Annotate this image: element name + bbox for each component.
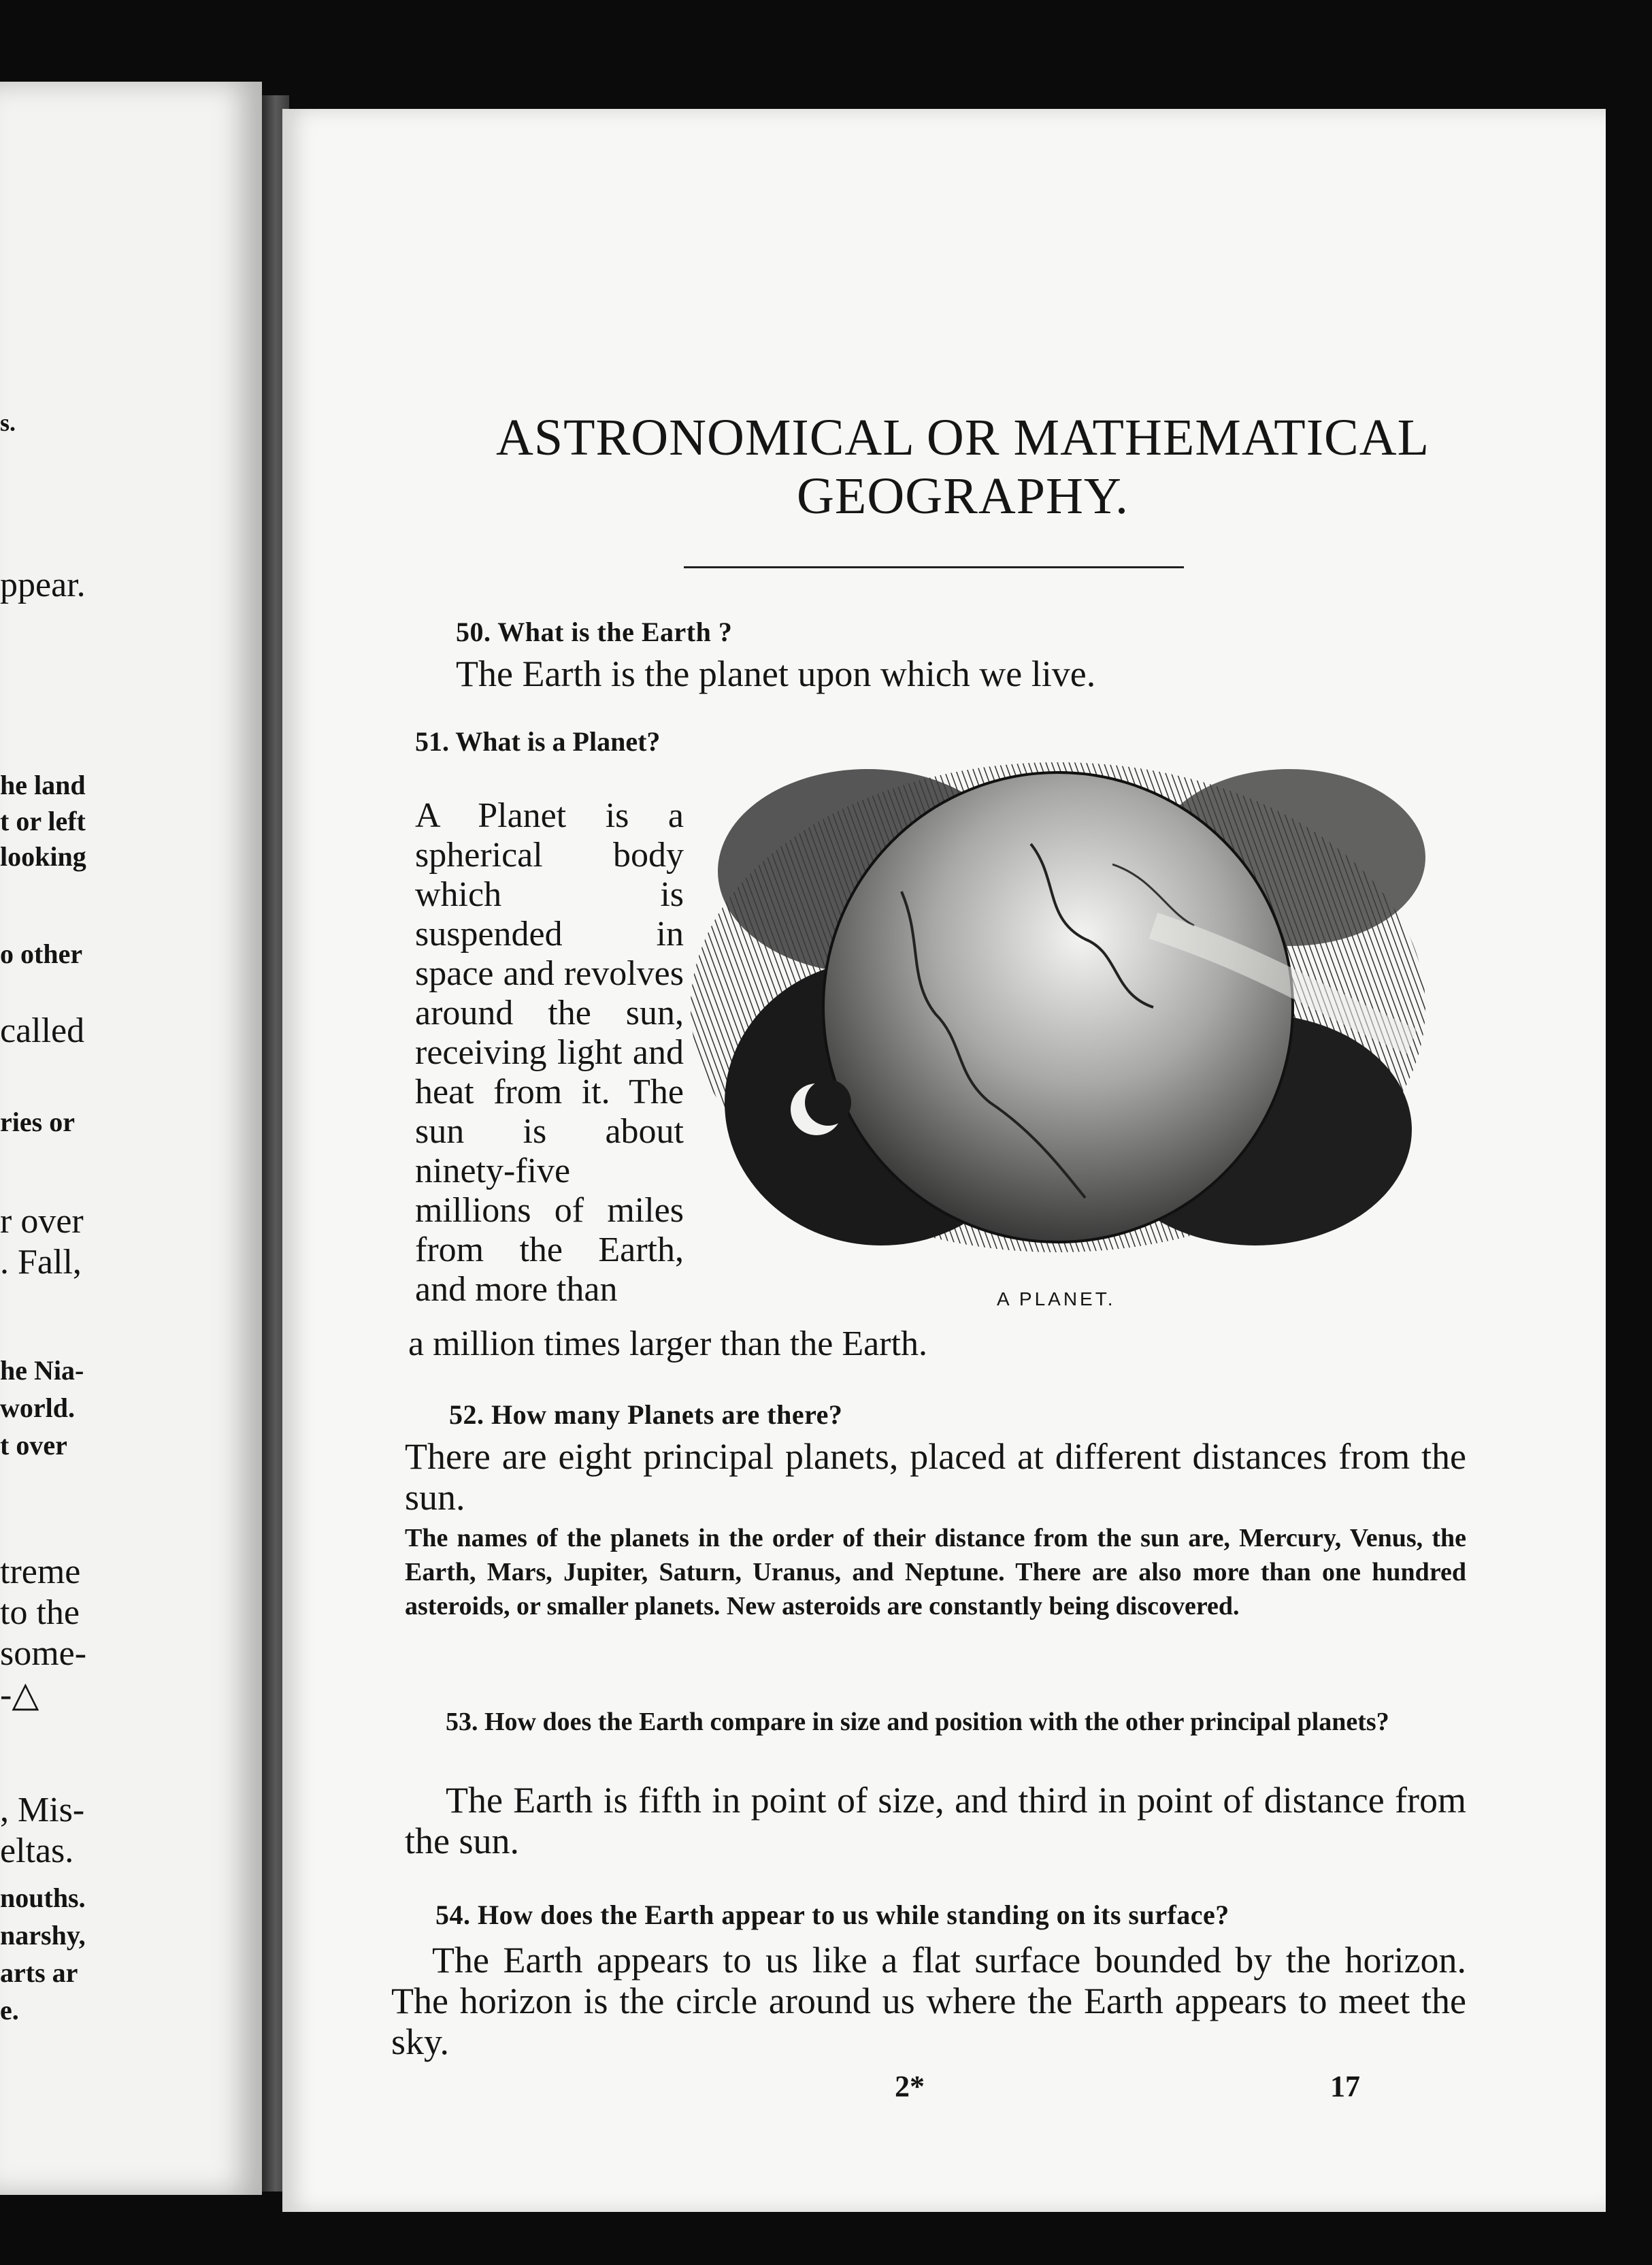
left-text-fragment: . Fall, — [0, 1243, 82, 1282]
question-52: 52. How many Planets are there? — [449, 1399, 843, 1430]
answer-50: The Earth is the planet upon which we live. — [456, 653, 1096, 694]
left-text-fragment: narshy, — [0, 1920, 86, 1951]
heading-divider — [684, 566, 1184, 568]
left-text-fragment: he land — [0, 770, 86, 800]
planet-illustration — [677, 721, 1439, 1286]
heading-line-1: ASTRONOMICAL OR MATHEMATICAL — [495, 409, 1430, 466]
answer-53: The Earth is fifth in point of size, and third in point of distance from the sun. — [405, 1780, 1466, 1861]
left-text-fragment: looking — [0, 841, 86, 872]
left-text-fragment: called — [0, 1011, 85, 1050]
book-page — [282, 109, 1606, 2212]
question-53: 53. How does the Earth compare in size and position with the other principal planets? — [446, 1708, 1389, 1736]
left-text-fragment: , Mis- — [0, 1791, 85, 1829]
answer-51-continued: a million times larger than the Earth. — [408, 1324, 927, 1363]
left-text-fragment: world. — [0, 1392, 75, 1423]
left-text-fragment: eltas. — [0, 1831, 74, 1870]
page-heading — [486, 408, 1439, 525]
left-text-fragment: o other — [0, 939, 83, 969]
illustration-caption: A PLANET. — [997, 1288, 1116, 1309]
left-text-fragment: to the — [0, 1593, 80, 1632]
question-51: 51. What is a Planet? — [415, 726, 661, 757]
left-text-fragment: treme — [0, 1552, 81, 1591]
left-text-fragment: nouths. — [0, 1883, 86, 1913]
left-text-fragment: ries or — [0, 1107, 75, 1137]
printer-signature: 2* — [895, 2070, 925, 2103]
left-text-fragment: t over — [0, 1430, 67, 1461]
question-54: 54. How does the Earth appear to us while standing on its surface? — [435, 1900, 1229, 1930]
answer-51: A Planet is a spherical body which is suspended in space and revolves around the sun, receiving light and heat from it. The sun is about ninety-five millions of miles from the Earth, and more than — [415, 796, 684, 1309]
left-text-fragment: some- — [0, 1634, 87, 1673]
page-number: 17 — [1330, 2070, 1360, 2103]
note-52: The names of the planets in the order of their distance from the sun are, Mercury, Venus, the Earth, Mars, Jupiter, Saturn, Uranus, and Neptune. There are also more than one hundred asteroids, or smaller planets. New asteroids are constantly being discovered. — [405, 1524, 1466, 1620]
left-text-fragment: arts ar — [0, 1957, 78, 1988]
left-text-fragment: ppear. — [0, 566, 86, 604]
left-text-fragment: t or left — [0, 806, 86, 836]
heading-line-2: GEOGRAPHY. — [797, 468, 1129, 525]
answer-54: The Earth appears to us like a flat surface bounded by the horizon. The horizon is the circle around us where the Earth appears to meet the sky. — [391, 1940, 1466, 2062]
previous-page-fragment — [0, 82, 262, 2195]
left-text-fragment: -△ — [0, 1676, 39, 1714]
answer-52: There are eight principal planets, placed at different distances from the sun. — [405, 1436, 1466, 1518]
left-text-fragment: s. — [0, 409, 16, 436]
left-text-fragment: e. — [0, 1995, 19, 2025]
question-50: 50. What is the Earth ? — [456, 617, 733, 647]
left-text-fragment: he Nia- — [0, 1355, 84, 1386]
left-text-fragment: r over — [0, 1202, 84, 1241]
